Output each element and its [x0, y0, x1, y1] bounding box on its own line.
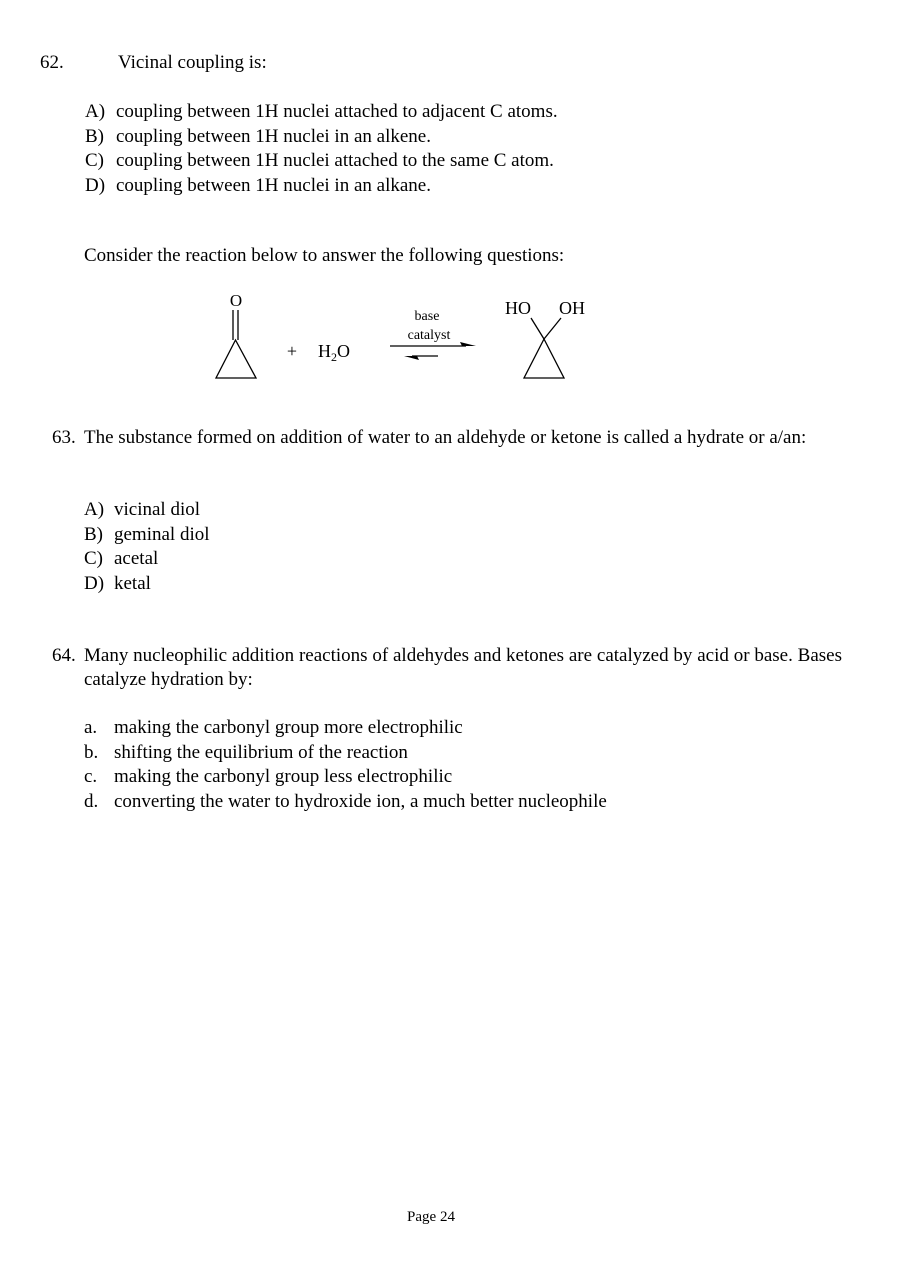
water-o: O	[337, 341, 350, 361]
option-text: coupling between 1H nuclei in an alkene.	[116, 125, 431, 147]
option-text: ketal	[114, 572, 151, 594]
answer-option	[84, 790, 607, 815]
page-number: Page 24	[407, 1209, 455, 1225]
question-number: 64.	[52, 645, 76, 666]
cyclopropane-ring-product	[524, 339, 564, 378]
answer-option	[84, 741, 607, 766]
answer-option	[84, 547, 210, 572]
answer-option	[84, 765, 607, 790]
question-stem: Many nucleophilic addition reactions of aldehydes and ketones are catalyzed by acid or base. Bases catalyze hydration by:	[84, 645, 842, 690]
option-label: a.	[84, 717, 98, 738]
ho-bond	[531, 318, 544, 339]
water-formula	[318, 341, 350, 364]
answer-option	[84, 523, 210, 548]
option-text: coupling between 1H nuclei attached to the same C atom.	[116, 150, 554, 171]
option-label: B)	[84, 523, 103, 545]
plus-sign: +	[286, 341, 298, 361]
question-number: 62.	[40, 52, 64, 73]
option-text: making the carbonyl group more electrophilic	[114, 717, 463, 738]
question-63	[52, 426, 842, 450]
oh-bond	[544, 318, 561, 339]
option-label: C)	[85, 150, 104, 171]
option-label: c.	[84, 766, 98, 787]
option-text: making the carbonyl group less electrophilic	[114, 766, 453, 787]
option-label: C)	[84, 548, 103, 569]
option-text: coupling between 1H nuclei in an alkane.	[116, 174, 431, 196]
answer-option	[84, 572, 210, 597]
arrow-label-bottom: catalyst	[407, 328, 451, 343]
carbonyl-oxygen: O	[229, 291, 243, 310]
water-h: H	[318, 341, 331, 361]
product-ho-label: HO	[505, 298, 531, 318]
question-stem: The substance formed on addition of water to an aldehyde or ketone is called a hydrate or a/an:	[84, 427, 807, 448]
option-text: coupling between 1H nuclei attached to adjacent C atoms.	[116, 101, 558, 122]
option-text: geminal diol	[114, 523, 210, 545]
option-label: A)	[84, 499, 105, 520]
option-label: D)	[84, 572, 105, 594]
answer-options	[84, 498, 210, 596]
reaction-intro: Consider the reaction below to answer the following questions:	[84, 245, 565, 266]
option-text: acetal	[114, 548, 159, 569]
option-label: A)	[85, 101, 106, 122]
forward-arrowhead	[460, 342, 476, 346]
cyclopropane-ring-reactant	[216, 340, 256, 378]
option-label: b.	[84, 741, 99, 763]
reverse-arrowhead	[404, 356, 419, 360]
reaction-scheme	[0, 0, 912, 400]
answer-options	[84, 716, 607, 814]
option-text: vicinal diol	[114, 499, 201, 520]
water-subscript: 2	[331, 350, 337, 364]
answer-option	[84, 716, 607, 741]
question-number: 63.	[52, 427, 76, 448]
option-label: B)	[85, 125, 104, 147]
product-oh-label: OH	[559, 298, 585, 318]
question-stem: Vicinal coupling is:	[118, 52, 267, 73]
option-label: d.	[84, 790, 99, 812]
option-text: converting the water to hydroxide ion, a much better nucleophile	[114, 790, 607, 812]
arrow-label-top: base	[414, 309, 440, 324]
answer-option	[84, 498, 210, 523]
option-label: D)	[85, 174, 106, 196]
question-64	[52, 644, 842, 692]
option-text: shifting the equilibrium of the reaction	[114, 741, 408, 763]
